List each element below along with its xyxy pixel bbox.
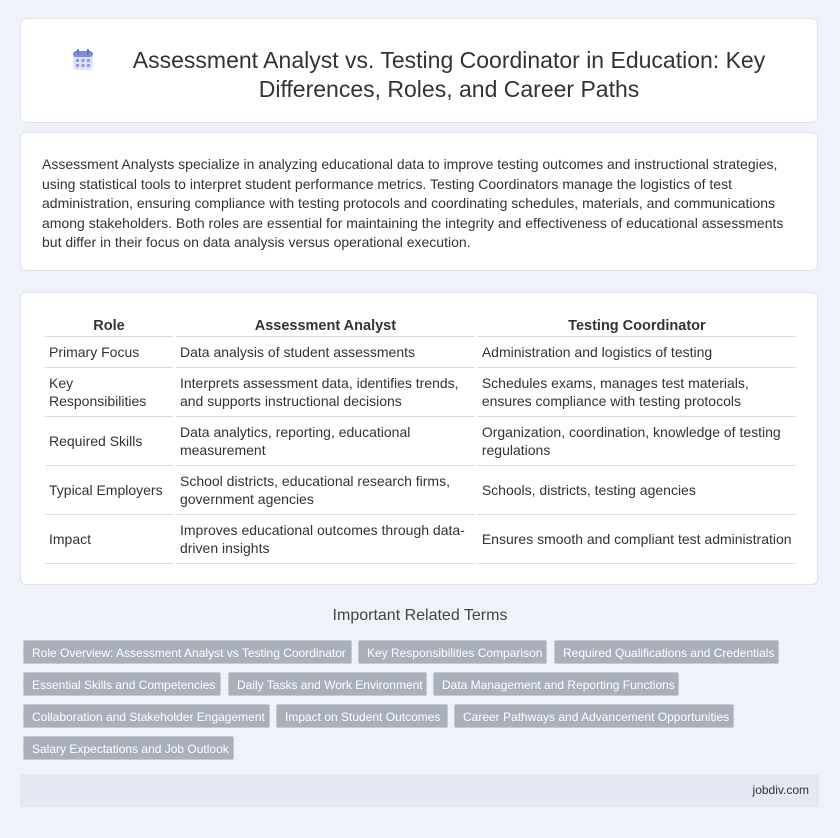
table-cell: Administration and logistics of testing [478, 337, 796, 368]
related-term-tag[interactable]: Key Responsibilities Comparison [358, 640, 547, 664]
page-title: Assessment Analyst vs. Testing Coordinator in Education: Key Differences, Roles, and Career Paths [132, 47, 766, 102]
table-cell: Organization, coordination, knowledge of testing regulations [478, 417, 796, 466]
table-cell: Data analysis of student assessments [176, 337, 475, 368]
table-row [45, 515, 796, 564]
related-term-tag[interactable]: Essential Skills and Competencies [23, 672, 221, 696]
related-term-tag[interactable]: Daily Tasks and Work Environment [228, 672, 427, 696]
table-cell: Key Responsibilities [45, 368, 173, 417]
column-header: Assessment Analyst [176, 314, 475, 337]
table-row [45, 368, 796, 417]
table-cell: Required Skills [45, 417, 173, 466]
comparison-table-card [20, 292, 818, 585]
table-cell: Data analytics, reporting, educational measurement [176, 417, 475, 466]
related-term-tag[interactable]: Career Pathways and Advancement Opportunities [454, 704, 734, 728]
related-term-tag[interactable]: Role Overview: Assessment Analyst vs Testing Coordinator [23, 640, 352, 664]
table-row [45, 337, 796, 368]
table-row [45, 417, 796, 466]
table-cell: Impact [45, 515, 173, 564]
table-cell: Schools, districts, testing agencies [478, 466, 796, 515]
related-terms-title: Important Related Terms [332, 607, 508, 624]
table-cell: School districts, educational research firms, government agencies [176, 466, 475, 515]
footer [20, 774, 819, 807]
related-term-tag[interactable]: Impact on Student Outcomes [276, 704, 448, 728]
related-term-tag[interactable]: Data Management and Reporting Functions [433, 672, 679, 696]
related-term-tag[interactable]: Collaboration and Stakeholder Engagement [23, 704, 270, 728]
comparison-table [42, 314, 799, 564]
table-row [45, 466, 796, 515]
intro-card [20, 132, 818, 271]
table-cell: Ensures smooth and compliant test administration [478, 515, 796, 564]
table-cell: Typical Employers [45, 466, 173, 515]
table-cell: Primary Focus [45, 337, 173, 368]
title-card [20, 18, 818, 123]
related-term-tag[interactable]: Salary Expectations and Job Outlook [23, 736, 234, 760]
related-term-tag[interactable]: Required Qualifications and Credentials [554, 640, 779, 664]
table-header-row [45, 314, 796, 337]
calendar-icon [72, 49, 94, 71]
table-cell: Improves educational outcomes through data-driven insights [176, 515, 475, 564]
footer-site-link[interactable]: jobdiv.com [752, 783, 809, 797]
intro-paragraph: Assessment Analysts specialize in analyzing educational data to improve testing outcomes and instructional strategies, using statistical tools to interpret student performance metrics. Testing Coordinators manage the logistics of test administration, ensuring compliance with testing protocols and coordinating schedules, materials, and communications among stakeholders. Both roles are essential for maintaining the integrity and effectiveness of educational assessments but differ in their focus on data analysis versus operational execution. [42, 156, 784, 250]
column-header: Role [45, 314, 173, 337]
column-header: Testing Coordinator [478, 314, 796, 337]
table-cell: Schedules exams, manages test materials, ensures compliance with testing protocols [478, 368, 796, 417]
table-cell: Interprets assessment data, identifies trends, and supports instructional decisions [176, 368, 475, 417]
